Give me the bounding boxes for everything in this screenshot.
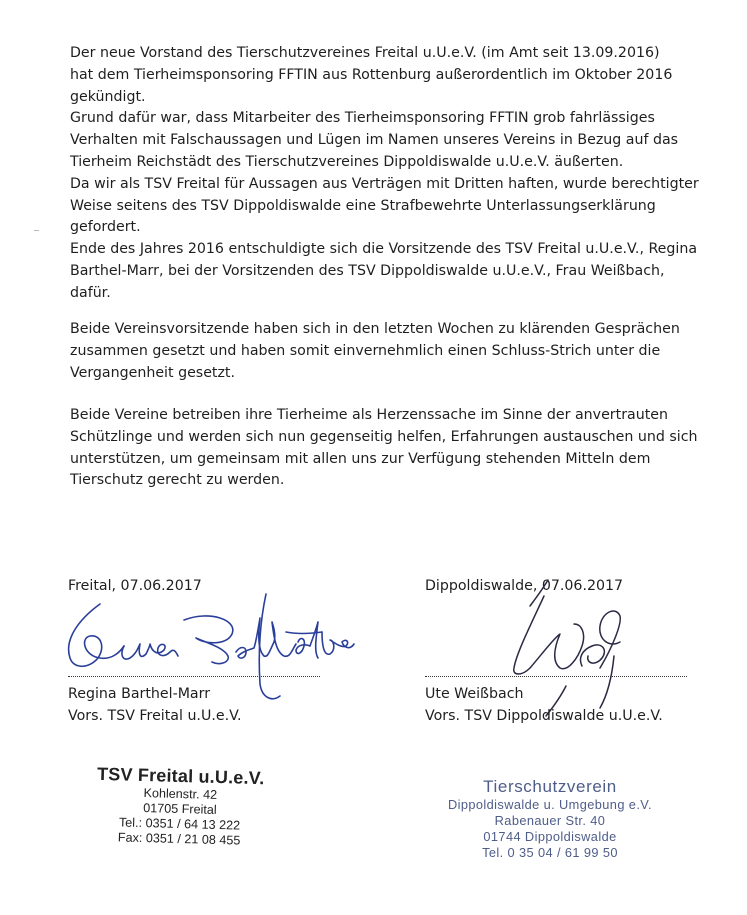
stamp-title: Tierschutzverein [483,777,617,796]
stamp-line: Rabenauer Str. 40 [494,813,606,828]
stamp-title: TSV Freital u.U.e.V. [96,763,265,789]
right-signer-name: Ute Weißbach [425,686,524,702]
stamp-line: 01744 Dippoldiswalde [483,829,617,844]
stamp-line: 01705 Freital [142,801,217,817]
text-line: Vergangenheit gesetzt. [70,364,236,381]
paragraph-3 [70,405,735,492]
text-line: Beide Vereinsvorsitzende haben sich in den letzten Wochen zu klärenden Gesprächen [70,321,680,337]
text-line: gekündigt. [70,88,146,105]
text-line: Grund dafür war, dass Mitarbeiter des Tierheimsponsoring FFTIN grob fahrlässiges [70,110,655,127]
stamp-line: Tel. 0 35 04 / 61 99 50 [482,845,618,860]
paragraph-2 [70,319,735,384]
text-line: gefordert. [70,219,141,236]
text-line: Tierschutz gerecht zu werden. [70,472,285,489]
stamp-line: Fax: 0351 / 21 08 455 [117,830,241,848]
text-line: hat dem Tierheimsponsoring FFTIN aus Rottenburg außerordentlich im Oktober 2016 [70,66,673,83]
text-line: Verhalten mit Falschaussagen und Lügen im Namen unseres Vereins in Bezug auf das [70,132,679,149]
left-signer-role: Vors. TSV Freital u.U.e.V. [68,708,242,724]
text-line: Schützlinge und werden sich nun gegenseitig helfen, Erfahrungen austauschen und sich [70,428,698,445]
left-signer-name: Regina Barthel-Marr [68,686,211,702]
stamp-tierschutzverein-dippoldiswalde [425,777,675,861]
stamp-tsv-freital [79,763,281,849]
paragraph-1 [70,43,735,305]
text-line: Beide Vereine betreiben ihre Tierheime als Herzenssache im Sinne der anvertrauten [70,407,668,423]
text-line: Weise seitens des TSV Dippoldiswalde eine Strafbewehrte Unterlassungserklärung [70,197,656,214]
text-line: Barthel-Marr, bei der Vorsitzenden des TSV Dippoldiswalde u.U.e.V., Frau Weißbach, [70,262,665,279]
left-place-date: Freital, 07.06.2017 [68,578,202,594]
margin-mark [34,230,39,231]
right-place-date: Dippoldiswalde, 07.06.2017 [425,578,624,594]
text-line: Da wir als TSV Freital für Aussagen aus Verträgen mit Dritten haften, wurde berechtigter [70,175,699,192]
stamp-line: Tel.: 0351 / 64 13 222 [118,815,241,833]
stamp-line: Dippoldiswalde u. Umgebung e.V. [447,797,652,812]
text-line: zusammen gesetzt und haben somit einvernehmlich einen Schluss-Strich unter die [70,342,661,359]
text-line: Der neue Vorstand des Tierschutzvereines Freital u.U.e.V. (im Amt seit 13.09.2016) [70,45,660,61]
text-line: Ende des Jahres 2016 entschuldigte sich die Vorsitzende des TSV Freital u.U.e.V., Regina [70,241,698,258]
right-signer-role: Vors. TSV Dippoldiswalde u.U.e.V. [425,708,663,724]
stamp-line: Kohlenstr. 42 [143,786,218,802]
text-line: dafür. [70,284,111,301]
text-line: unterstützen, um gemeinsam mit allen uns zur Verfügung stehenden Mitteln dem [70,450,651,467]
text-line: Tierheim Reichstädt des Tierschutzvereines Dippoldiswalde u.U.e.V. äußerten. [70,153,624,170]
